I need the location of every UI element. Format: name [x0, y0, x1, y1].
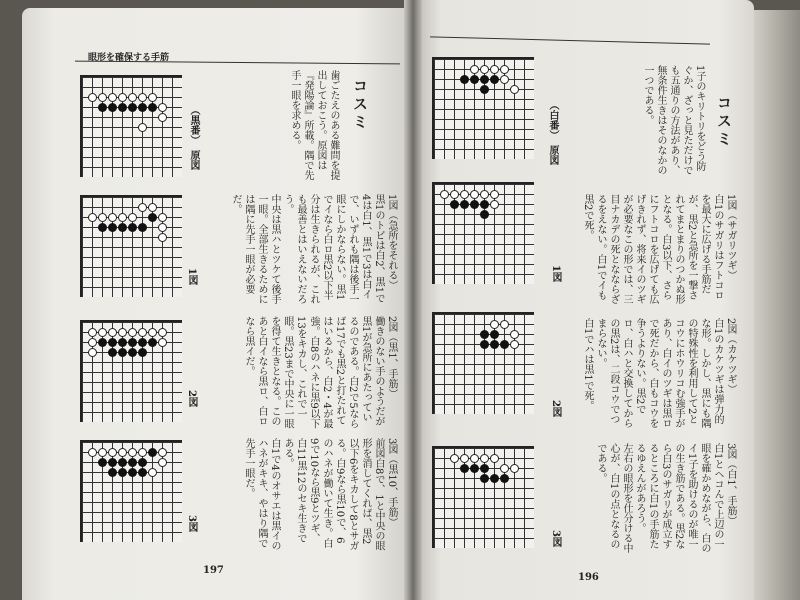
white-stone [148, 93, 157, 102]
white-stone [440, 190, 449, 199]
black-stone [108, 468, 117, 477]
black-stone [118, 338, 127, 347]
black-stone [98, 223, 107, 232]
black-stone [480, 340, 489, 349]
white-stone [108, 93, 117, 102]
fig1-text: 1図（サガリツギ） 白1のサガリはフトコロを最大に広げる手筋だが、黒2と急所を一撃されてまとまりのつかぬ形となる。白3以下、さらにフトコロを広げても広げきれず、将来イのツギが必要なこの形では、三目ナカデの死となならざるをえない。白1でイも黒2で死。 [582, 194, 736, 304]
white-stone [158, 458, 167, 467]
white-stone [128, 328, 137, 337]
white-stone [138, 203, 147, 212]
white-stone [500, 65, 509, 74]
white-stone [138, 328, 147, 337]
black-stone [480, 474, 489, 483]
black-stone [480, 200, 489, 209]
black-stone [460, 464, 469, 473]
black-stone [490, 340, 499, 349]
black-stone [108, 103, 117, 112]
black-stone [118, 458, 127, 467]
white-stone [108, 213, 117, 222]
black-stone [128, 103, 137, 112]
white-stone [138, 93, 147, 102]
white-stone [510, 330, 519, 339]
fig2-text: 2図（黒1、手筋） 働きのない手のようだが黒1が急所にあたっているのである。白2で5ならば17でも黒2と打たれてはいるから、白2・4が最強。白8のハネに黒9以下13をキカし、これで一眼。黒23まで中央に一眼を得て生きとなる。このあと白イなら黒ロ、白ロなら黒イだ。 [243, 316, 397, 429]
black-stone [118, 468, 127, 477]
black-stone [470, 464, 479, 473]
fig-label: 2図 [186, 390, 197, 407]
white-stone [88, 213, 97, 222]
white-stone [148, 203, 157, 212]
white-stone [158, 448, 167, 457]
black-stone [470, 200, 479, 209]
black-stone [128, 468, 137, 477]
white-stone [460, 454, 469, 463]
white-stone [118, 93, 127, 102]
go-board [432, 57, 534, 159]
white-stone [158, 233, 167, 242]
problem-label: （白番） 原図 [547, 100, 558, 165]
white-stone [450, 190, 459, 199]
black-stone [460, 200, 469, 209]
black-stone [128, 458, 137, 467]
white-stone [108, 448, 117, 457]
white-stone [118, 213, 127, 222]
white-stone [128, 93, 137, 102]
white-stone [158, 328, 167, 337]
white-stone [490, 200, 499, 209]
fig2-text: 2図（カケツギ） 白1のカケツギは弾力的な形。しかし、黒にも隅の特殊性を利用して2とコウにホウリコむ強手があり、白イのツギは黒ロで死だから、白もコウを争うよりない。黒2でロ、白ハと交換してからの黒2は、二段コウでつまらない。 白1でハは黒1で死。 [582, 318, 736, 428]
white-stone [128, 448, 137, 457]
running-header: 眼形を確保する手筋 [88, 53, 170, 63]
black-stone [138, 103, 147, 112]
black-stone [138, 348, 147, 357]
black-stone [450, 200, 459, 209]
white-stone [480, 190, 489, 199]
white-stone [88, 348, 97, 357]
fig3-text: 3図（黒10、手筋） 前図白8で、1と中央の眼形を消してくれば、黒2以下6をキカして8とサガる。白9なら黒10で、6のハネが働いて生き。白9で10なら黒9とツギ、白11黒12のセキ生きである。 白1で4のオサエは黒イのハネがキキ、やはり隅で先手一眼だ。 [243, 438, 397, 551]
black-stone [490, 474, 499, 483]
black-stone [138, 468, 147, 477]
black-stone [118, 348, 127, 357]
white-stone [98, 93, 107, 102]
white-stone [470, 190, 479, 199]
fig1-text: 1図（急所をそれる） 黒1のトビは白2、黒1で4は白1、黒1で3は白イで、いずれも隅は後手一眼にしかならない。黒1でイなら白ロ黒2以下半分は生きられるが、これも最善とはいえないだろう。 中央は黒ハとツケて後手一眼。全部生きるためには隅に先手一眼が必要だ。 [230, 194, 397, 304]
book-edge [754, 10, 800, 600]
black-stone [500, 340, 509, 349]
black-stone [108, 338, 117, 347]
white-stone [158, 223, 167, 232]
black-stone [480, 210, 489, 219]
section-title: コスミ [715, 95, 733, 149]
white-stone [490, 320, 499, 329]
white-stone [480, 65, 489, 74]
white-stone [138, 123, 147, 132]
black-stone [108, 458, 117, 467]
black-stone [148, 338, 157, 347]
fig-label: 1図 [550, 265, 561, 282]
white-stone [490, 65, 499, 74]
black-stone [490, 330, 499, 339]
black-stone [98, 458, 107, 467]
black-stone [108, 348, 117, 357]
book-gutter [404, 0, 422, 600]
fig-label: 3図 [550, 530, 561, 547]
white-stone [148, 468, 157, 477]
page-number: 196 [578, 572, 599, 583]
black-stone [480, 464, 489, 473]
white-stone [88, 328, 97, 337]
white-stone [490, 454, 499, 463]
go-board [432, 182, 534, 284]
white-stone [500, 75, 509, 84]
white-stone [158, 103, 167, 112]
black-stone [128, 338, 137, 347]
black-stone [138, 338, 147, 347]
go-board [432, 312, 534, 414]
white-stone [88, 93, 97, 102]
fig-label: 1図 [186, 268, 197, 285]
black-stone [108, 223, 117, 232]
white-stone [470, 65, 479, 74]
white-stone [88, 448, 97, 457]
go-board [80, 195, 182, 297]
section-title: コスミ [351, 78, 369, 132]
white-stone [490, 190, 499, 199]
white-stone [450, 454, 459, 463]
go-board [80, 320, 182, 422]
white-stone [128, 213, 137, 222]
white-stone [510, 340, 519, 349]
black-stone [128, 223, 137, 232]
white-stone [158, 213, 167, 222]
white-stone [500, 464, 509, 473]
white-stone [118, 448, 127, 457]
intro-text: 歯ごたえのある難問を提出しておこう。原図は『発陽論』所載。隅で先手一眼を求める。 [289, 70, 339, 180]
white-stone [98, 328, 107, 337]
black-stone [148, 213, 157, 222]
white-stone [158, 113, 167, 122]
white-stone [510, 85, 519, 94]
black-stone [98, 103, 107, 112]
white-stone [500, 320, 509, 329]
white-stone [148, 328, 157, 337]
black-stone [480, 330, 489, 339]
white-stone [480, 454, 489, 463]
white-stone [510, 464, 519, 473]
go-board [80, 440, 182, 542]
white-stone [158, 338, 167, 347]
black-stone [98, 338, 107, 347]
black-stone [148, 448, 157, 457]
white-stone [460, 190, 469, 199]
fig-label: 2図 [550, 400, 561, 417]
white-stone [118, 328, 127, 337]
black-stone [460, 75, 469, 84]
problem-label: （黒番） 原図 [188, 105, 199, 170]
black-stone [480, 75, 489, 84]
fig-label: 3図 [186, 515, 197, 532]
white-stone [138, 448, 147, 457]
fig3-text: 3図（白1、手筋） 白1とヘコんで上辺の一眼を確かめながら、白のイ1子を助けるのが唯一の生き筋である。黒2なら白3のサガリが成立するところに白1の手筋たるゆえんがあろう。 左右の眼形を仕分ける中心が、白1の点となるのである。 [595, 443, 736, 553]
black-stone [118, 103, 127, 112]
white-stone [98, 213, 107, 222]
black-stone [470, 75, 479, 84]
white-stone [108, 328, 117, 337]
go-board [432, 446, 534, 548]
black-stone [490, 75, 499, 84]
black-stone [138, 458, 147, 467]
black-stone [128, 348, 137, 357]
black-stone [118, 223, 127, 232]
black-stone [500, 474, 509, 483]
white-stone [470, 454, 479, 463]
white-stone [88, 338, 97, 347]
white-stone [98, 448, 107, 457]
black-stone [148, 103, 157, 112]
black-stone [138, 223, 147, 232]
black-stone [480, 85, 489, 94]
go-board [80, 75, 182, 177]
page-number: 197 [203, 565, 224, 576]
intro-text: 1子のキリトリをどう防ぐか、ざっと見ただけでも五通りの方法があり、無条件生きはそのなかの一つである。 [642, 65, 705, 175]
